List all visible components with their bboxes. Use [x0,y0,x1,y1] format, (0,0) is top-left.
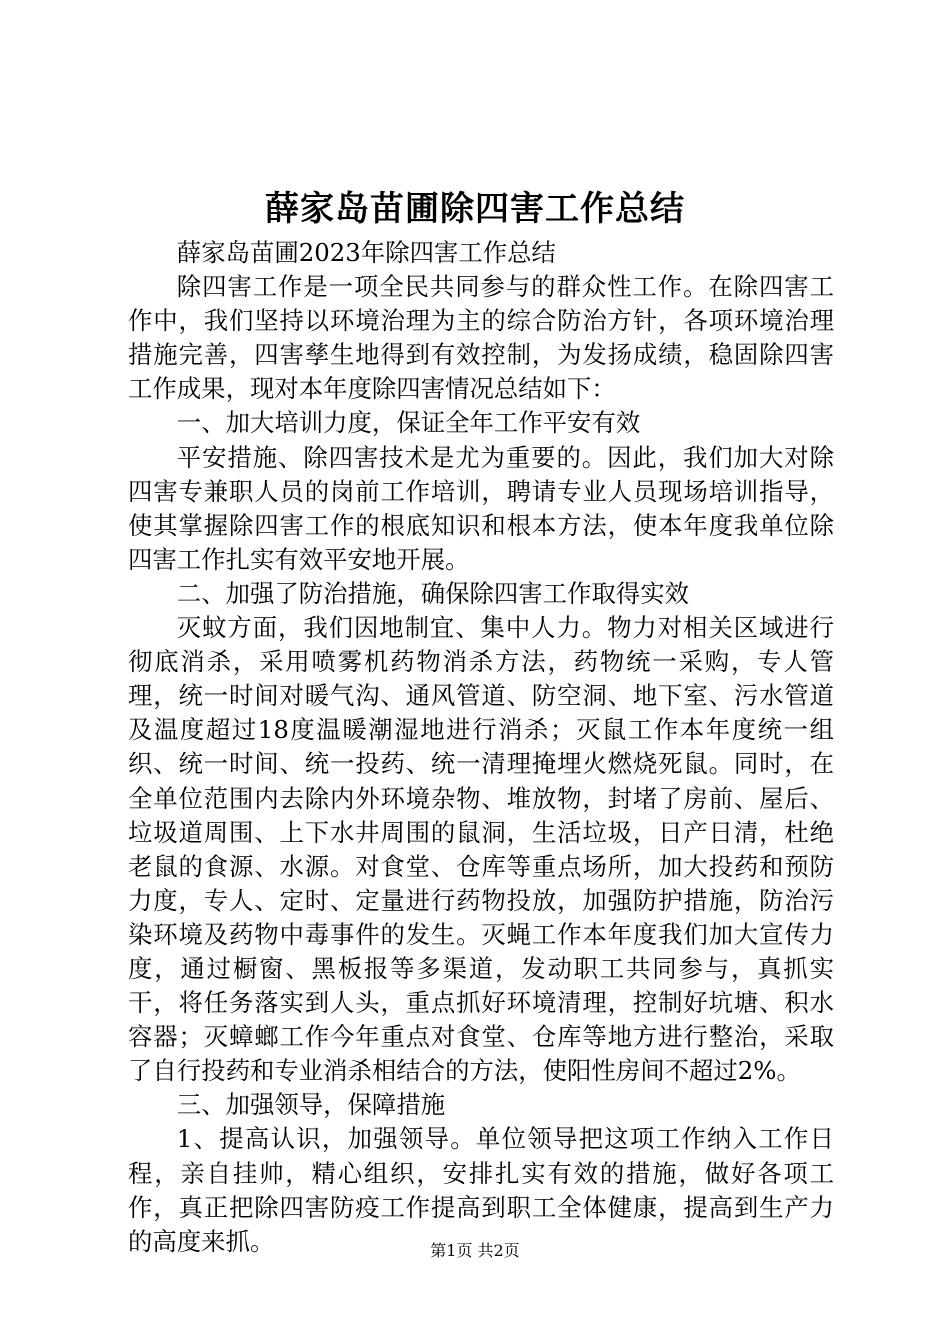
paragraph-intro: 除四害工作是一项全民共同参与的群众性工作。在除四害工作中，我们坚持以环境治理为主的综合防治方针，各项环境治理措施完善，四害孳生地得到有效控制，为发扬成绩，稳固除四害工作成果，现对本年度除四害情况总结如下： [128,272,834,404]
document-body [128,236,834,1259]
page-footer: 第1页 共2页 [430,1241,520,1260]
paragraph-leadership: 1、提高认识，加强领导。单位领导把这项工作纳入工作日程，亲自挂帅，精心组织，安排扎实有效的措施，做好各项工作，真正把除四害防疫工作提高到职工全体健康，提高到生产力的高度来抓。 [128,1124,834,1256]
section-heading-3: 三、加强领导，保障措施 [176,1090,446,1120]
section-heading-2: 二、加强了防治措施，确保除四害工作取得实效 [176,578,690,608]
document-title: 薛家岛苗圃除四害工作总结 [265,189,685,229]
section-heading-1: 一、加大培训力度，保证全年工作平安有效 [176,408,641,438]
paragraph-subtitle: 薛家岛苗圃2023年除四害工作总结 [176,238,556,267]
paragraph-measures: 灭蚊方面，我们因地制宜、集中人力。物力对相关区域进行彻底消杀，采用喷雾机药物消杀方法，药物统一采购，专人管理，统一时间对暖气沟、通风管道、防空洞、地下室、污水管道及温度超过18度温暖潮湿地进行消杀；灭鼠工作本年度统一组织、统一时间、统一投药、统一清理掩埋火燃烧死鼠。同时，在全单位范围内去除内外环境杂物、堆放物，封堵了房前、屋后、垃圾道周围、上下水井周围的鼠洞，生活垃圾，日产日清，杜绝老鼠的食源、水源。对食堂、仓库等重点场所，加大投药和预防力度，专人、定时、定量进行药物投放，加强防护措施，防治污染环境及药物中毒事件的发生。灭蝇工作本年度我们加大宣传力度，通过橱窗、黑板报等多渠道，发动职工共同参与，真抓实干，将任务落实到人头，重点抓好环境清理，控制好坑塘、积水容器；灭蟑螂工作今年重点对食堂、仓库等地方进行整治，采取了自行投药和专业消杀相结合的方法，使阳性房间不超过2%。 [128,613,834,1086]
paragraph-training: 平安措施、除四害技术是尤为重要的。因此，我们加大对除四害专兼职人员的岗前工作培训，聘请专业人员现场培训指导，使其掌握除四害工作的根底知识和根本方法，使本年度我单位除四害工作扎实有效平安地开展。 [128,442,834,574]
